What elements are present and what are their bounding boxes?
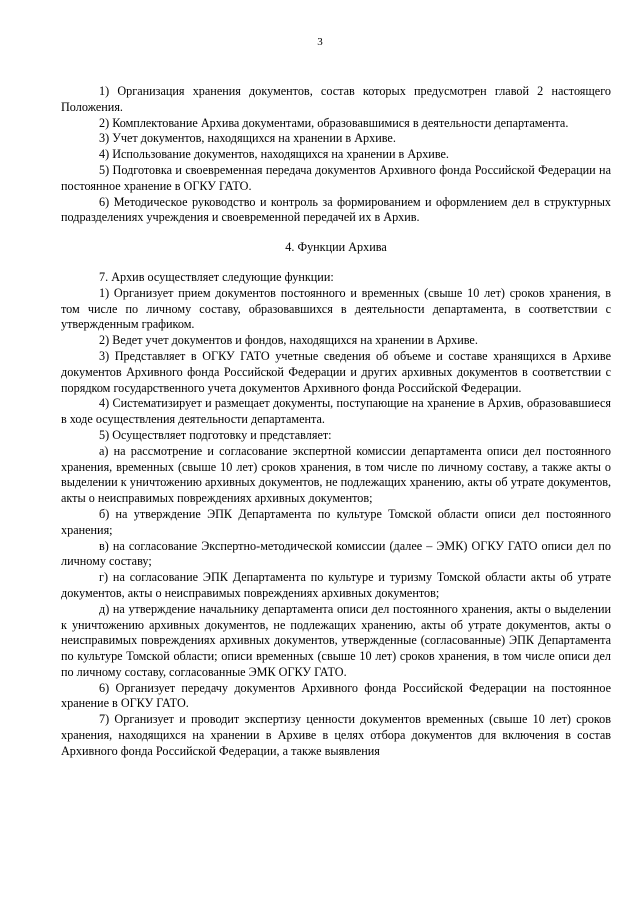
section-heading: 4. Функции Архива [285,240,387,255]
paragraph: д) на утверждение начальнику департамента описи дел постоянного хранения, акты о выделении к уничтожению архивных документов, не подлежащих хранению, акты об утрате документов, акты о неисправимых повреждениях архивных документов, утвержденные (согласованные) ЭПК Департамента по культуре Томской области; описи временных (свыше 10 лет) сроков хранения, в том числе описи дел по личному составу, согласованные ЭМК ОГКУ ГАТО. [61,601,611,679]
paragraph: 6) Методическое руководство и контроль за формированием и оформлением дел в структурных подразделениях учреждения и своевременной передачей их в Архив. [61,194,611,225]
paragraph: в) на согласование Экспертно-методической комиссии (далее – ЭМК) ОГКУ ГАТО описи дел по личному составу; [61,538,611,569]
paragraph: 7. Архив осуществляет следующие функции: [99,269,334,284]
document-body [61,84,611,760]
paragraph: 3) Учет документов, находящихся на хранении в Архиве. [99,131,396,146]
paragraph: 2) Комплектование Архива документами, образовавшимися в деятельности департамента. [99,115,569,130]
page-number: 3 [317,36,323,48]
paragraph: 2) Ведет учет документов и фондов, находящихся на хранении в Архиве. [99,333,478,348]
paragraph: 4) Использование документов, находящихся на хранении в Архиве. [99,147,449,162]
paragraph: 3) Представляет в ОГКУ ГАТО учетные сведения об объеме и составе хранящихся в Архиве документов Архивного фонда Российской Федерации и других архивных документов в соответствии с порядком государственного учета документов Архивного фонда Российской Федерации. [61,348,611,395]
paragraph: 6) Организует передачу документов Архивного фонда Российской Федерации на постоянное хранение в ОГКУ ГАТО. [61,680,611,711]
paragraph: а) на рассмотрение и согласование экспертной комиссии департамента описи дел постоянного хранения, временных (свыше 10 лет) сроков хранения, в том числе по личному составу, а также акты о выделении к уничтожению архивных документов, не подлежащих хранению, акты об утрате документов, акты о неисправимых повреждениях архивных документов; [61,443,611,506]
paragraph: б) на утверждение ЭПК Департамента по культуре Томской области описи дел постоянного хранения; [61,506,611,537]
paragraph: 7) Организует и проводит экспертизу ценности документов временных (свыше 10 лет) сроков хранения, находящихся на хранении в Архиве в целях отбора документов для включения в состав Архивного фонда Российской Федерации, а также выявления [61,712,611,758]
paragraph: 1) Организует прием документов постоянного и временных (свыше 10 лет) сроков хранения, в том числе по личному составу, образовавшихся в деятельности департамента, в соответствии с утвержденным графиком. [61,285,611,332]
paragraph: 4) Систематизирует и размещает документы, поступающие на хранение в Архив, образовавшиеся в ходе осуществления деятельности департамента. [61,396,611,427]
paragraph: 1) Организация хранения документов, состав которых предусмотрен главой 2 настоящего Положения. [61,84,611,114]
paragraph: 5) Осуществляет подготовку и представляет: [99,427,332,442]
paragraph: 5) Подготовка и своевременная передача документов Архивного фонда Российской Федерации на постоянное хранение в ОГКУ ГАТО. [61,162,611,193]
paragraph: г) на согласование ЭПК Департамента по культуре и туризму Томской области акты об утрате документов, акты о неисправимых повреждениях архивных документов; [61,570,611,600]
